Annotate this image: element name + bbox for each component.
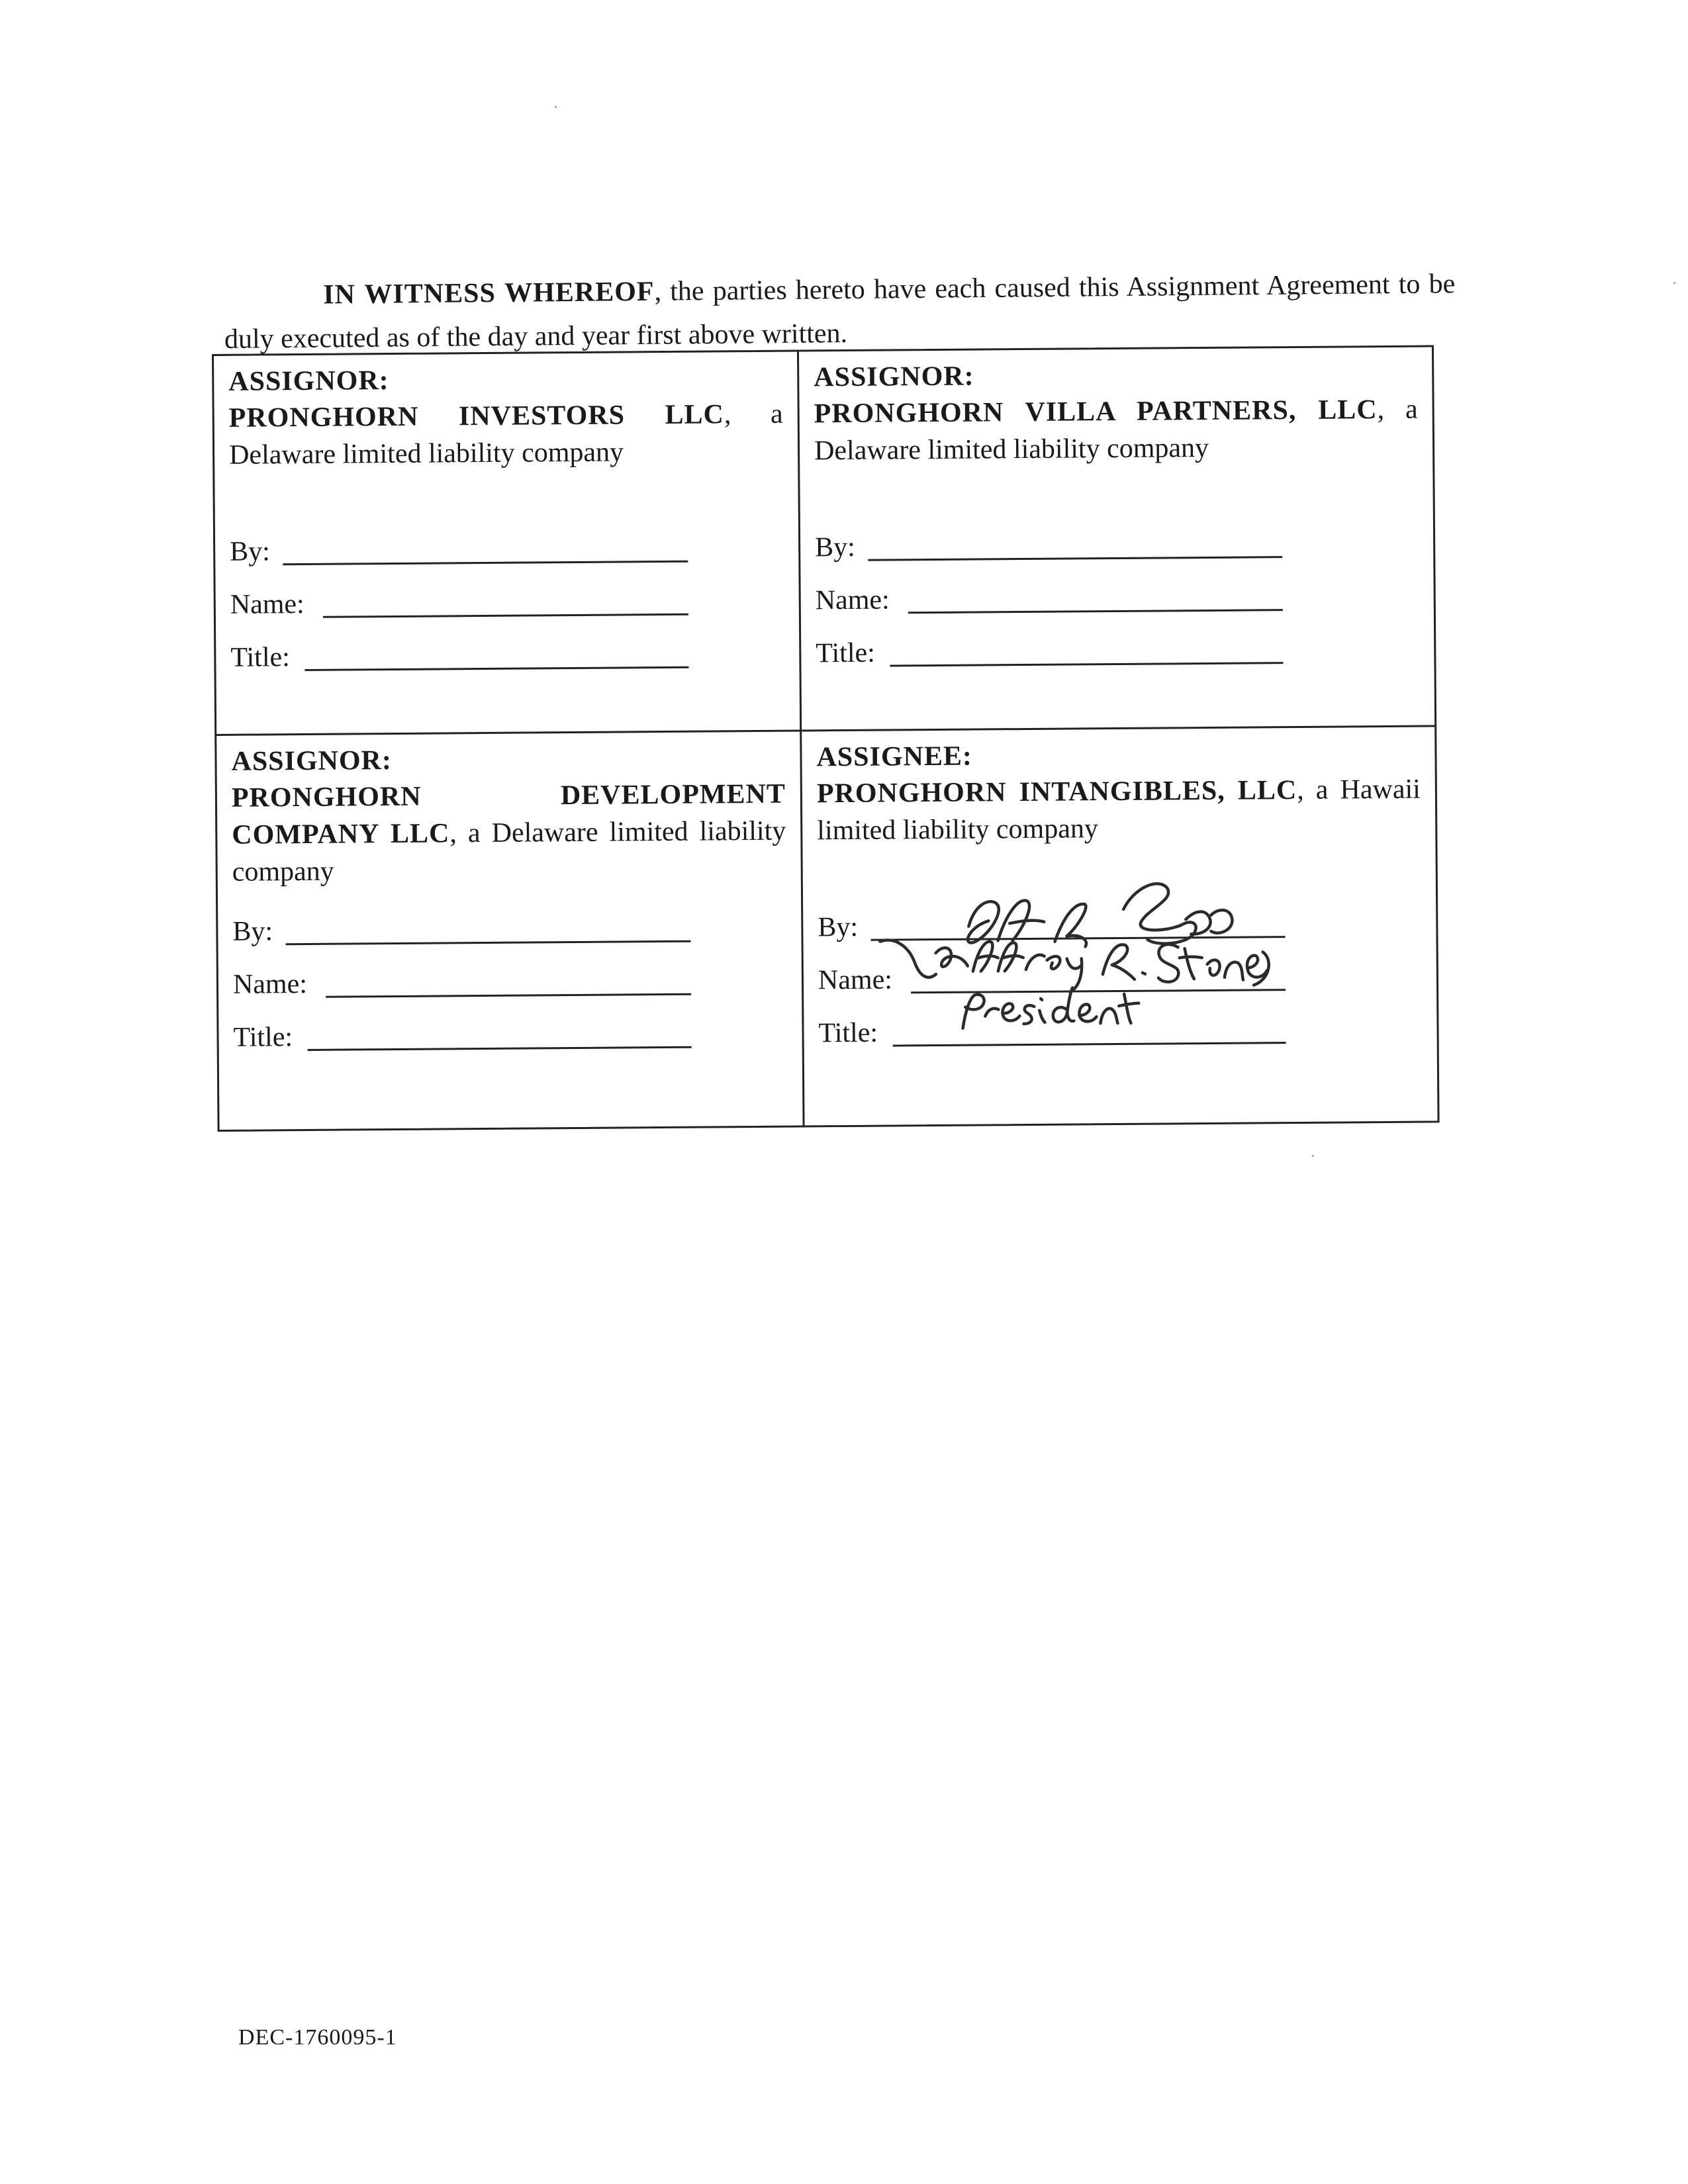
document-id: DEC-1760095-1 — [238, 2025, 397, 2050]
entity-description: , a Delaware limited liability company — [232, 815, 786, 887]
signature-block-pronghorn-villa-partners — [799, 347, 1434, 731]
ink-stroke — [1207, 960, 1220, 975]
name-label: Name: — [815, 584, 890, 616]
signature-fields — [232, 913, 308, 1072]
ink-stroke — [973, 942, 998, 972]
ink-stroke — [1211, 910, 1232, 933]
by-field[interactable] — [814, 529, 856, 582]
title-field[interactable] — [230, 639, 291, 692]
ink-stroke — [1002, 1003, 1019, 1021]
ink-stroke — [962, 995, 984, 1028]
ink-stroke — [1100, 1009, 1117, 1023]
entity-description: , a Delaware limited liability company — [228, 398, 783, 471]
signature-fields — [818, 909, 893, 1068]
ink-stroke — [1067, 958, 1082, 991]
witness-lead: IN WITNESS WHEREOF — [323, 276, 655, 310]
title-label: Title: — [818, 1017, 878, 1049]
ink-stroke — [1103, 944, 1135, 979]
party-role: ASSIGNOR: — [814, 361, 974, 393]
handwritten-signature — [856, 860, 1281, 1036]
entity-description: , a Hawaii limited liability company — [817, 774, 1421, 846]
entity-name: PRONGHORN DEVELOPMENT COMPANY LLC — [231, 778, 786, 850]
signature-block-pronghorn-intangibles — [802, 727, 1437, 1127]
title-line — [308, 1046, 692, 1051]
by-line — [871, 936, 1286, 941]
party-role: ASSIGNOR: — [228, 365, 389, 397]
name-line — [911, 989, 1286, 993]
name-line — [908, 609, 1283, 614]
title-field[interactable] — [233, 1019, 293, 1072]
title-line — [890, 662, 1283, 666]
title-field[interactable] — [818, 1015, 878, 1068]
by-label: By: — [232, 916, 273, 947]
by-field[interactable] — [232, 913, 273, 966]
signature-block-pronghorn-development — [216, 731, 804, 1131]
title-line — [305, 666, 688, 671]
by-line — [283, 561, 688, 565]
ink-stroke — [1023, 1005, 1034, 1024]
ink-stroke — [1039, 999, 1045, 1023]
witness-text: , the parties hereto have each caused this Assignment Agreement to be duly executed as of the day and year first above written. — [224, 269, 1456, 355]
ink-stroke — [1123, 884, 1196, 944]
ink-stroke — [998, 900, 1044, 940]
ink-stroke — [1158, 944, 1179, 982]
signature-fields — [230, 533, 305, 692]
name-label: Name: — [818, 964, 893, 996]
ink-stroke — [998, 942, 1023, 971]
ink-stroke — [1186, 911, 1211, 934]
party-entity — [817, 771, 1421, 850]
scan-speck — [1673, 282, 1675, 284]
name-label: Name: — [230, 588, 305, 620]
ink-stroke — [1055, 904, 1086, 947]
ink-stroke — [1143, 973, 1145, 974]
ink-stroke — [1247, 956, 1267, 978]
by-label: By: — [814, 531, 856, 563]
name-field[interactable] — [818, 962, 893, 1015]
name-line — [323, 614, 688, 618]
title-label: Title: — [230, 642, 291, 673]
ink-stroke — [985, 1009, 998, 1017]
ink-stroke — [1079, 1004, 1096, 1021]
signature-table — [212, 345, 1440, 1132]
entity-name: PRONGHORN VILLA PARTNERS, LLC — [814, 394, 1378, 430]
party-entity — [232, 776, 786, 891]
scan-speck — [1312, 1155, 1314, 1157]
party-entity — [229, 396, 784, 474]
by-label: By: — [818, 911, 859, 943]
title-label: Title: — [816, 637, 876, 669]
ink-stroke — [936, 948, 968, 967]
ink-stroke — [1026, 955, 1045, 970]
by-line — [868, 556, 1282, 561]
entity-name: PRONGHORN INVESTORS LLC — [228, 399, 725, 433]
ink-stroke — [1254, 952, 1269, 985]
ink-stroke — [1225, 962, 1243, 980]
title-line — [893, 1042, 1286, 1046]
ink-stroke — [968, 901, 999, 942]
ink-stroke — [1047, 956, 1060, 969]
ink-stroke — [1180, 948, 1202, 979]
name-line — [326, 993, 691, 998]
party-role: ASSIGNOR: — [231, 745, 393, 777]
ink-stroke — [1053, 987, 1074, 1022]
name-field[interactable] — [232, 966, 308, 1019]
name-label: Name: — [232, 968, 308, 1000]
signature-fields — [814, 529, 890, 688]
title-label: Title: — [233, 1022, 293, 1053]
name-field[interactable] — [230, 586, 305, 639]
scan-speck — [555, 106, 557, 108]
signature-block-pronghorn-investors — [214, 351, 802, 735]
entity-name: PRONGHORN INTANGIBLES, LLC — [816, 775, 1297, 809]
by-label: By: — [230, 536, 271, 567]
party-entity — [814, 391, 1418, 470]
entity-description: , a Delaware limited liability company — [814, 394, 1418, 467]
ink-stroke — [1119, 994, 1139, 1023]
by-line — [286, 940, 691, 945]
party-role: ASSIGNEE: — [816, 741, 973, 773]
